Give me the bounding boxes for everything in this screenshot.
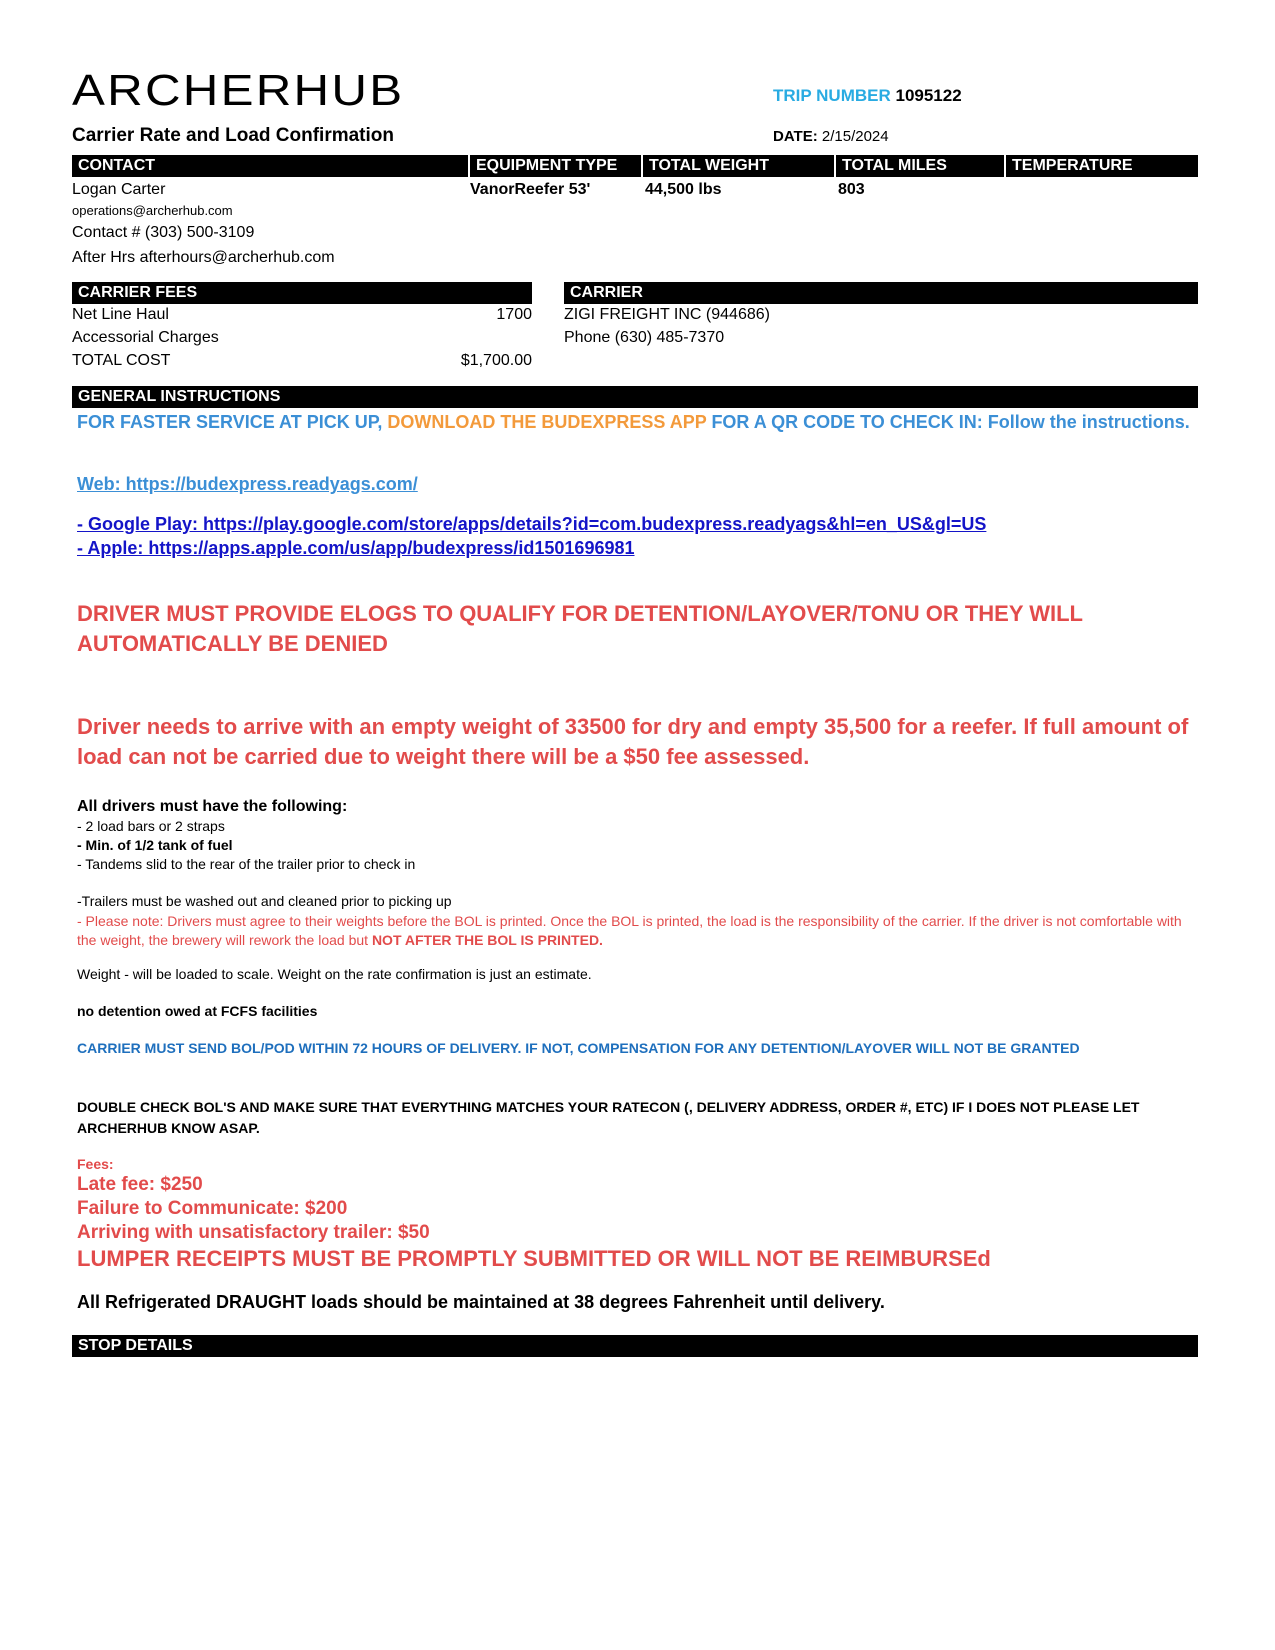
faster-service-part3: FOR A QR CODE TO CHECK IN: Follow the instructions. <box>706 412 1190 432</box>
web-link[interactable]: Web: https://budexpress.readyags.com/ <box>77 474 418 494</box>
unsatisfactory-trailer-fee: Arriving with unsatisfactory trailer: $50 <box>77 1222 430 1243</box>
general-instructions-header: GENERAL INSTRUCTIONS <box>72 386 1198 408</box>
elogs-warning: DRIVER MUST PROVIDE ELOGS TO QUALIFY FOR DETENTION/LAYOVER/TONU OR THEY WILL AUTOMATICALLY BE DENIED <box>77 601 1083 656</box>
late-fee: Late fee: $250 <box>77 1174 203 1195</box>
bol-pod-warning: CARRIER MUST SEND BOL/POD WITHIN 72 HOURS OF DELIVERY. IF NOT, COMPENSATION FOR ANY DETENTION/LAYOVER WILL NOT BE GRANTED <box>77 1040 1080 1056</box>
accessorial-charges-label: Accessorial Charges <box>72 329 219 346</box>
equipment-type-header: EQUIPMENT TYPE <box>470 155 641 177</box>
bol-weight-note <box>77 912 1197 950</box>
carrier-fees-header: CARRIER FEES <box>72 282 532 304</box>
empty-weight-warning: Driver needs to arrive with an empty weight of 33500 for dry and empty 35,500 for a reefer. If full amount of load can not be carried due to weight there will be a $50 fee assessed. <box>77 714 1189 769</box>
total-miles-header: TOTAL MILES <box>836 155 1004 177</box>
temperature-header: TEMPERATURE <box>1006 155 1198 177</box>
total-cost-label: TOTAL COST <box>72 352 171 369</box>
net-line-haul-value: 1700 <box>496 306 532 323</box>
must-have-title: All drivers must have the following: <box>77 798 348 815</box>
trip-number-value: 1095122 <box>895 86 962 105</box>
stop-details-header: STOP DETAILS <box>72 1335 1198 1357</box>
equipment-type-value: VanorReefer 53' <box>470 181 591 198</box>
date-value: 2/15/2024 <box>821 128 889 145</box>
google-play-link[interactable]: - Google Play: https://play.google.com/store/apps/details?id=com.budexpress.readyags&hl=en_US&gl=US <box>77 514 987 534</box>
faster-service-part1: FOR FASTER SERVICE AT PICK UP, <box>77 412 388 432</box>
fcfs-note: no detention owed at FCFS facilities <box>77 1003 318 1019</box>
draught-temperature-note: All Refrigerated DRAUGHT loads should be maintained at 38 degrees Fahrenheit until delivery. <box>77 1292 885 1312</box>
document-title: Carrier Rate and Load Confirmation <box>72 125 394 146</box>
faster-service-text <box>77 410 1197 434</box>
trip-number-label: TRIP NUMBER <box>773 86 891 105</box>
contact-email: operations@archerhub.com <box>72 203 233 218</box>
apple-link[interactable]: - Apple: https://apps.apple.com/us/app/budexpress/id1501696981 <box>77 538 635 558</box>
contact-name: Logan Carter <box>72 181 166 198</box>
must-have-item-3: - Tandems slid to the rear of the trailer prior to check in <box>77 856 416 872</box>
total-weight-value: 44,500 lbs <box>645 181 722 198</box>
carrier-name: ZIGI FREIGHT INC (944686) <box>564 306 770 323</box>
document-date <box>773 128 889 145</box>
failure-to-communicate-fee: Failure to Communicate: $200 <box>77 1198 348 1219</box>
contact-after-hours: After Hrs afterhours@archerhub.com <box>72 249 335 266</box>
trip-number <box>773 86 962 106</box>
must-have-item-1: - 2 load bars or 2 straps <box>77 818 225 834</box>
weight-estimate-note: Weight - will be loaded to scale. Weight on the rate confirmation is just an estimate. <box>77 966 592 982</box>
carrier-header: CARRIER <box>564 282 1198 304</box>
bol-weight-note-emphasis: NOT AFTER THE BOL IS PRINTED. <box>371 932 603 948</box>
must-have-item-2: - Min. of 1/2 tank of fuel <box>77 837 233 853</box>
trailers-washed-note: -Trailers must be washed out and cleaned prior to picking up <box>77 893 452 909</box>
faster-service-part2: DOWNLOAD THE BUDEXPRESS APP <box>387 412 707 432</box>
archerhub-logo: ARCHERHUB <box>72 66 405 115</box>
double-check-note: DOUBLE CHECK BOL'S AND MAKE SURE THAT EVERYTHING MATCHES YOUR RATECON (, DELIVERY ADDRESS, ORDER #, ETC) IF I DOES NOT PLEASE LET ARCHERHUB KNOW ASAP. <box>77 1099 1140 1136</box>
total-miles-value: 803 <box>838 181 865 198</box>
fees-label: Fees: <box>77 1156 114 1172</box>
net-line-haul-label: Net Line Haul <box>72 306 169 323</box>
total-weight-header: TOTAL WEIGHT <box>643 155 834 177</box>
bol-weight-note-text: - Please note: Drivers must agree to their weights before the BOL is printed. Once the BOL is printed, the load is the responsibility of the carrier. If the driver is not comfortable with the weight, the brewery will rework the load but <box>77 913 1182 948</box>
lumper-receipts-warning: LUMPER RECEIPTS MUST BE PROMPTLY SUBMITTED OR WILL NOT BE REIMBURSEd <box>77 1246 991 1271</box>
contact-header: CONTACT <box>72 155 468 177</box>
date-label: DATE: <box>773 128 818 145</box>
carrier-phone: Phone (630) 485-7370 <box>564 329 725 346</box>
contact-phone: Contact # (303) 500-3109 <box>72 224 255 241</box>
total-cost-value: $1,700.00 <box>460 352 532 369</box>
